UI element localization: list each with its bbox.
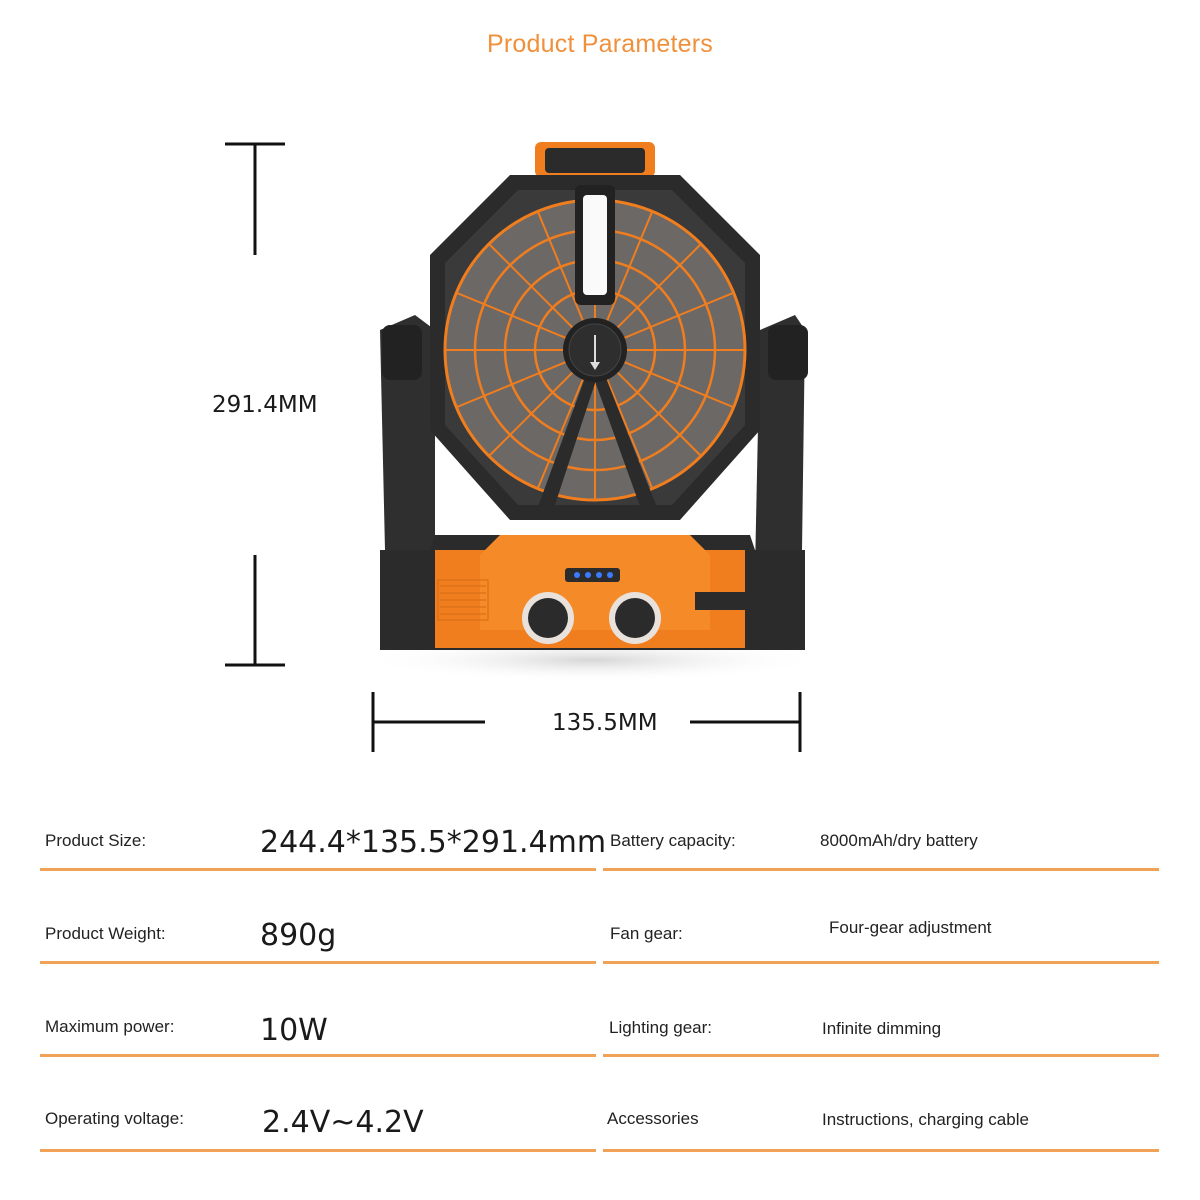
spec-divider	[603, 1149, 1159, 1152]
spec-divider	[40, 868, 596, 871]
spec-value-lighting-gear: Infinite dimming	[822, 1019, 942, 1038]
spec-divider	[603, 1054, 1159, 1057]
spec-label-lighting-gear: Lighting gear:	[609, 1018, 713, 1037]
camping-fan-illustration	[370, 130, 820, 690]
spec-divider	[603, 868, 1159, 871]
spec-label-fan-gear: Fan gear:	[610, 924, 683, 943]
spec-label-battery-capacity: Battery capacity:	[610, 831, 736, 850]
spec-divider	[40, 1054, 596, 1057]
width-dimension-label: 135.5MM	[552, 710, 658, 736]
page-title: Product Parameters	[487, 30, 713, 58]
spec-label-accessories: Accessories	[607, 1109, 699, 1128]
spec-label-maximum-power: Maximum power:	[45, 1017, 175, 1036]
spec-value-maximum-power: 10W	[260, 1013, 328, 1048]
spec-value-accessories: Instructions, charging cable	[822, 1110, 1029, 1129]
spec-value-product-weight: 890g	[260, 918, 337, 953]
spec-divider	[603, 961, 1159, 964]
spec-divider	[40, 961, 596, 964]
spec-value-product-size: 244.4*135.5*291.4mm	[260, 825, 607, 860]
spec-label-product-weight: Product Weight:	[45, 924, 166, 943]
spec-value-battery-capacity: 8000mAh/dry battery	[820, 831, 978, 850]
spec-label-product-size: Product Size:	[45, 831, 147, 850]
height-dimension-label: 291.4MM	[212, 392, 318, 418]
spec-divider	[40, 1149, 596, 1152]
spec-label-operating-voltage: Operating voltage:	[45, 1109, 184, 1128]
spec-value-operating-voltage: 2.4V~4.2V	[262, 1105, 424, 1140]
spec-value-fan-gear: Four-gear adjustment	[829, 918, 992, 937]
